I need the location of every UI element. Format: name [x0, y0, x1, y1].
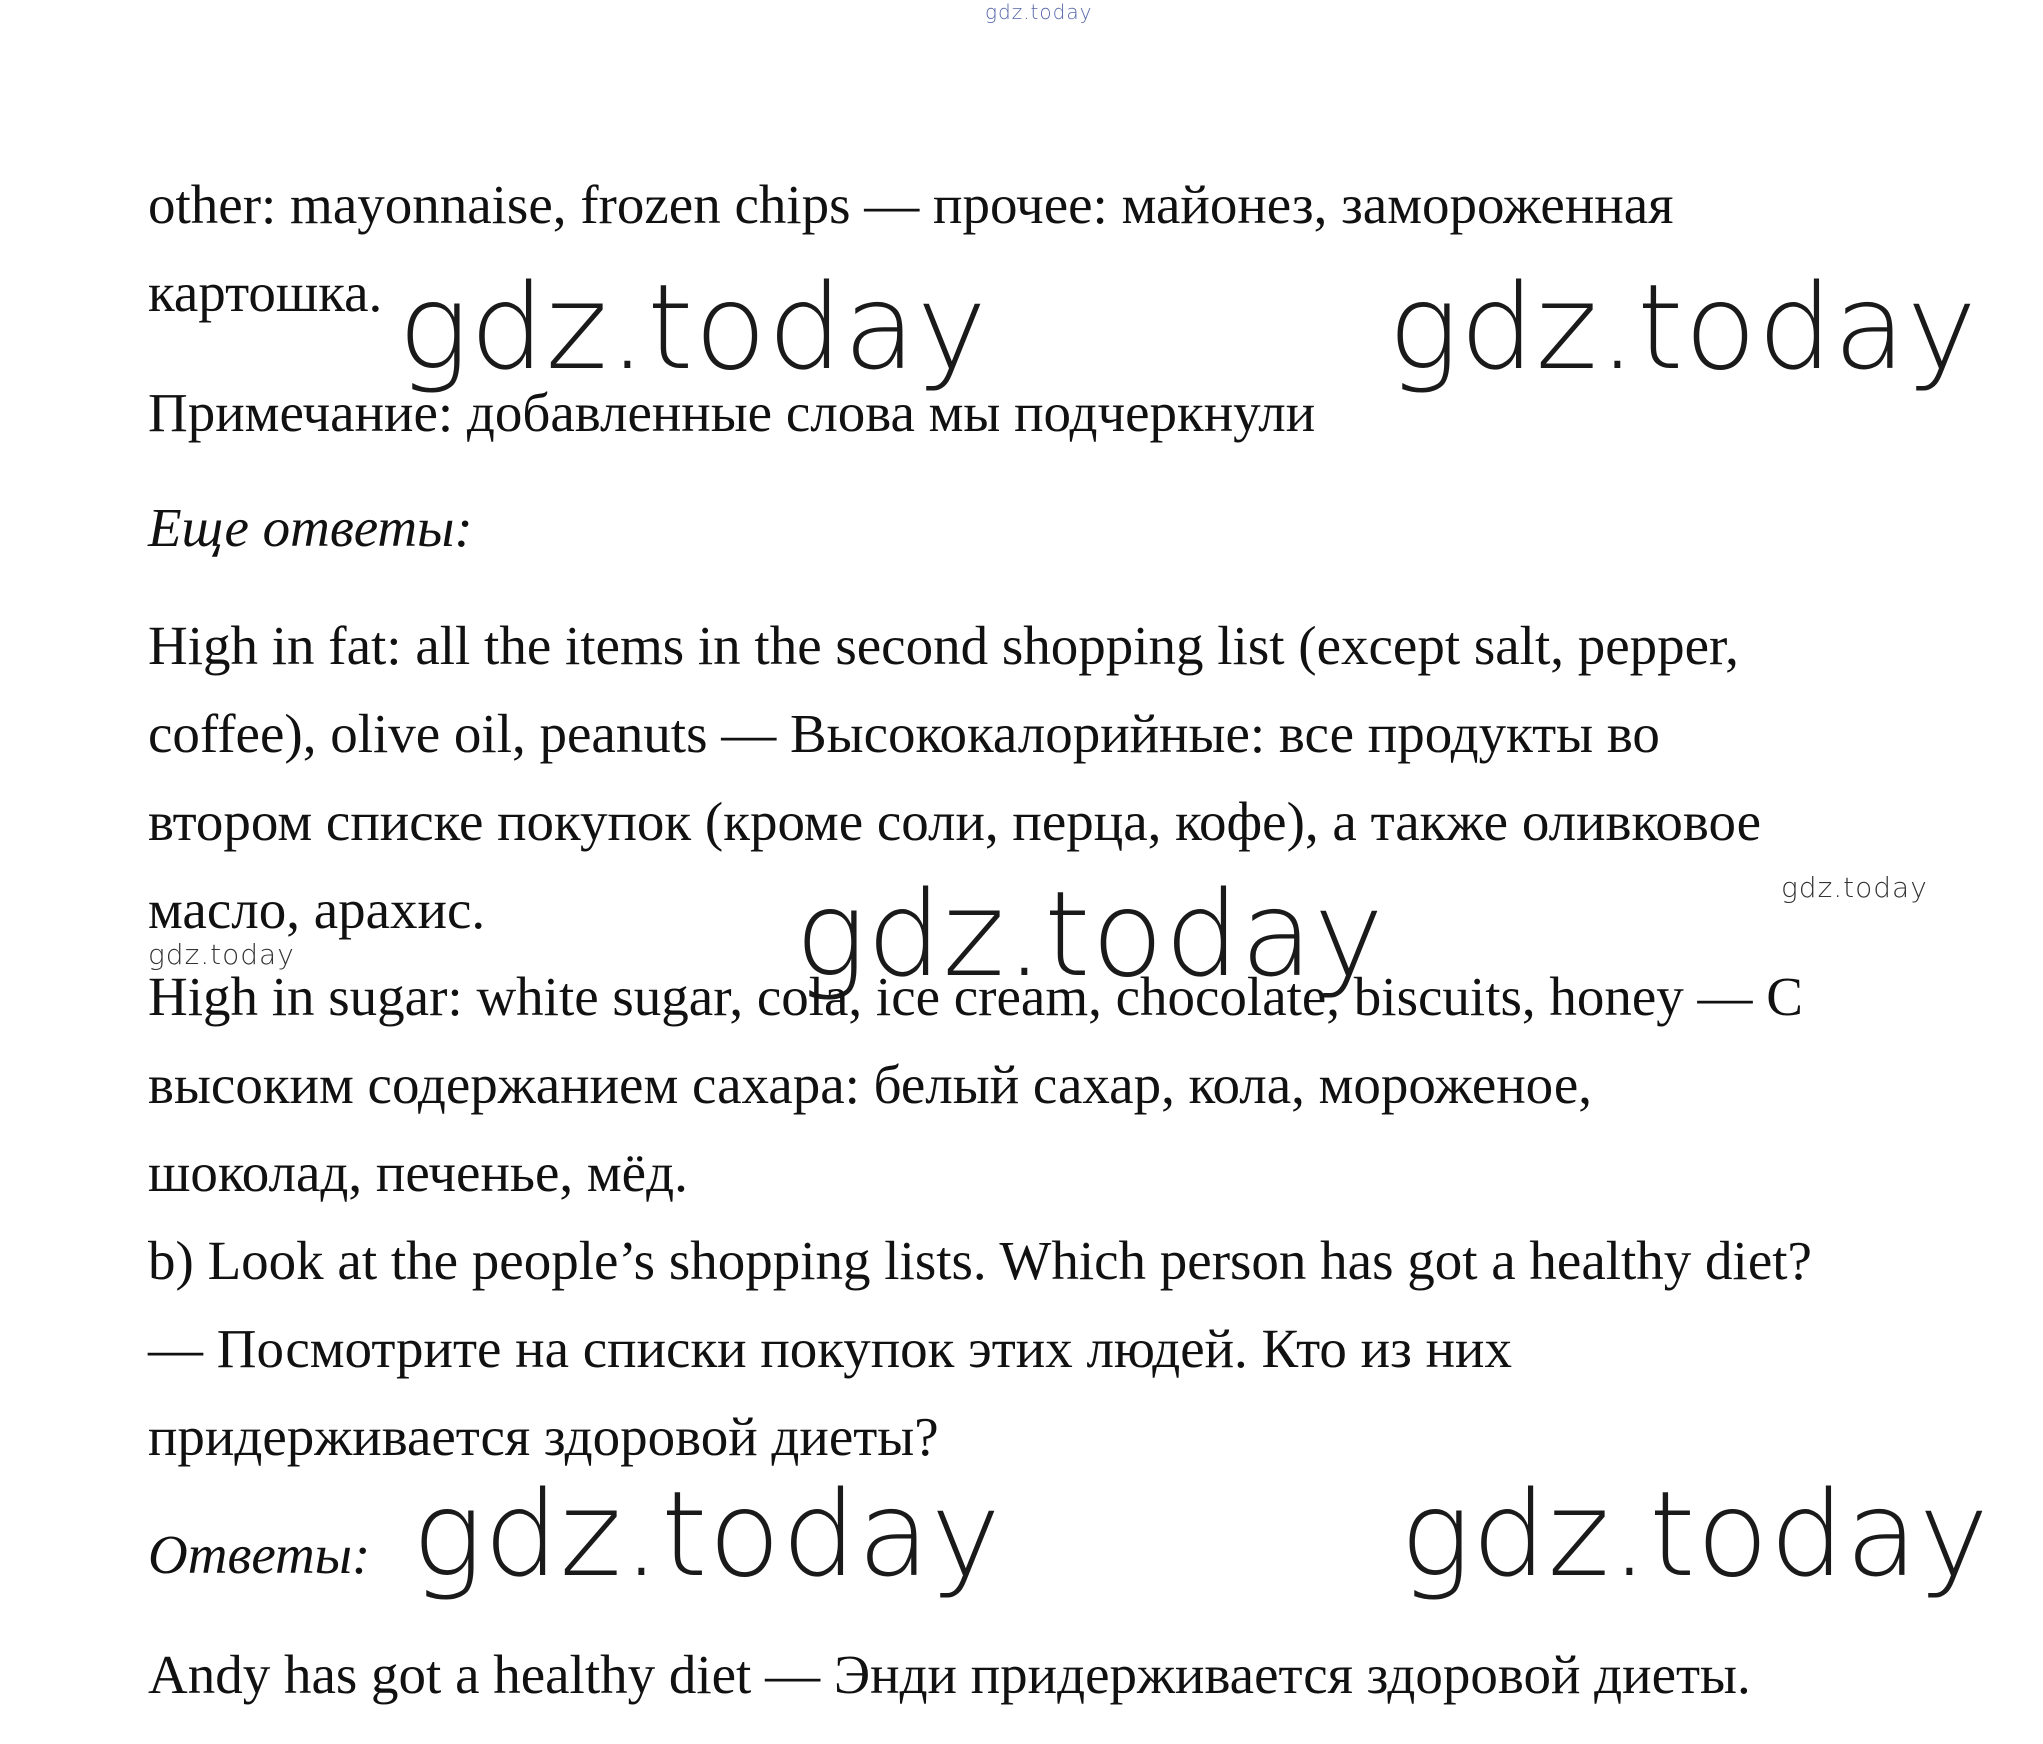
- watermark-1: gdz.today: [398, 258, 988, 396]
- text-line-high-sugar-2: высоким содержанием сахара: белый сахар, кола, мороженое,: [148, 1054, 1593, 1115]
- text-line-high-sugar-3: шоколад, печенье, мёд.: [148, 1142, 688, 1203]
- text-line-answer: Andy has got a healthy diet — Энди придерживается здоровой диеты.: [148, 1644, 1751, 1705]
- text-line-other: other: mayonnaise, frozen chips — прочее: майонез, замороженная: [148, 174, 1674, 235]
- text-line-high-sugar-1: High in sugar: white sugar, cola, ice cream, chocolate, biscuits, honey — С: [148, 966, 1803, 1027]
- text-line-high-fat-1: High in fat: all the items in the second shopping list (except salt, pepper,: [148, 615, 1739, 676]
- heading-answers: Ответы:: [148, 1524, 371, 1585]
- watermark-4: gdz.today: [412, 1465, 1002, 1603]
- text-line-kartoshka: картошка.: [148, 262, 383, 323]
- text-line-question-b: b) Look at the people’s shopping lists. Which person has got a healthy diet?: [148, 1230, 1812, 1291]
- text-line-high-fat-3: втором списке покупок (кроме соли, перца, кофе), а также оливковое: [148, 791, 1762, 852]
- watermark-small-right: gdz.today: [1781, 871, 1928, 904]
- watermark-2: gdz.today: [1388, 258, 1978, 396]
- text-line-high-fat-4: масло, арахис.: [148, 879, 486, 940]
- watermark-top: gdz.today: [985, 0, 1093, 24]
- watermark-small-left: gdz.today: [148, 938, 295, 971]
- watermark-5: gdz.today: [1400, 1465, 1990, 1603]
- text-line-note: Примечание: добавленные слова мы подчеркнули: [148, 382, 1316, 443]
- text-line-high-fat-2: coffee), olive oil, peanuts — Высококалорийные: все продукты во: [148, 703, 1660, 764]
- text-line-question-b-ru-2: придерживается здоровой диеты?: [148, 1406, 939, 1467]
- heading-more-answers: Еще ответы:: [148, 497, 473, 558]
- watermark-3: gdz.today: [795, 865, 1385, 1003]
- text-line-question-b-ru-1: — Посмотрите на списки покупок этих людей. Кто из них: [148, 1318, 1512, 1379]
